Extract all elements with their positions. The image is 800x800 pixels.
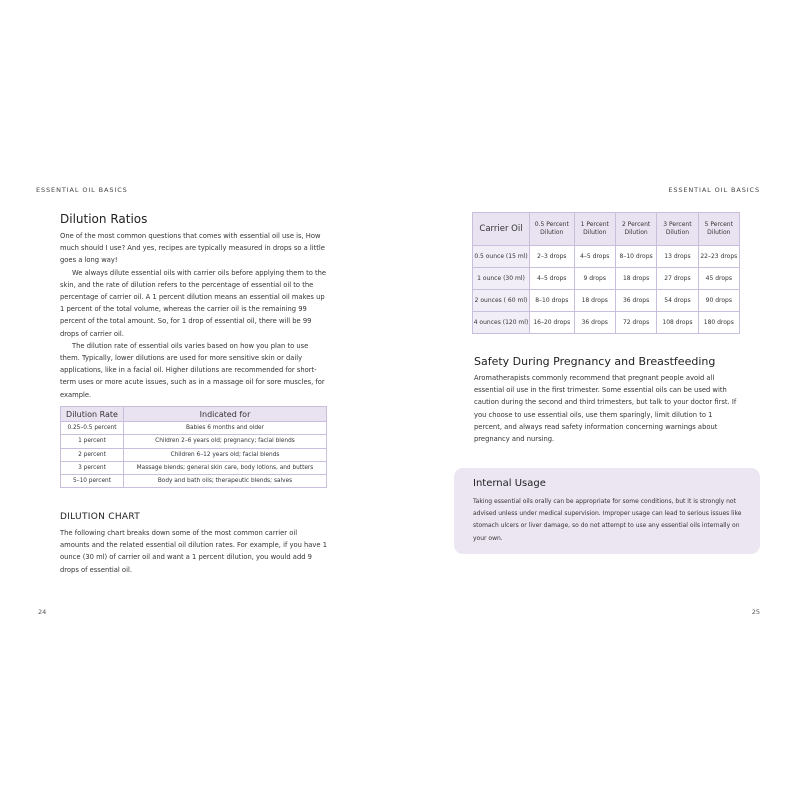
table-row (473, 290, 740, 312)
table-cell: 108 drops (657, 312, 698, 334)
table-cell: 4–5 drops (530, 268, 575, 290)
column-header: 5 Percent Dilution (698, 213, 739, 246)
paragraph: One of the most common questions that comes with essential oil use is, How much should I use? And yes, recipes are typically measured in drops so a little goes a long way! (60, 232, 325, 265)
table-cell: Children 2–6 years old; pregnancy; facial blends (124, 435, 327, 448)
table-cell: 22–23 drops (698, 246, 739, 268)
dilution-ratios-text (60, 230, 328, 401)
table-row (61, 475, 327, 488)
column-header: 1 Percent Dilution (574, 213, 615, 246)
table-row (61, 435, 327, 448)
table-cell: 16–20 drops (530, 312, 575, 334)
table-cell: 36 drops (615, 290, 656, 312)
table-cell: 9 drops (574, 268, 615, 290)
table-row (473, 312, 740, 334)
paragraph: The dilution rate of essential oils varies based on how you plan to use them. Typically, lower dilutions are used for more sensitive skin or daily applications, like in a facial oil. Higher dilutions are recommended for short-term uses or more acute issues, such as in a massage oil for sore muscles, for example. (60, 341, 325, 399)
table-cell: 72 drops (615, 312, 656, 334)
internal-usage-title: Internal Usage (473, 478, 546, 489)
table-row (473, 246, 740, 268)
internal-usage-text: Taking essential oils orally can be appropriate for some conditions, but it is strongly not advised unless under medical supervision. Improper usage can lead to serious issues like stomach ulcers or liver damage, so do not attempt to use any essential oils internally on your own. (473, 498, 742, 542)
table-cell: 0.5 ounce (15 ml) (473, 246, 530, 268)
table-cell: 2 percent (61, 448, 124, 461)
running-header-right: ESSENTIAL OIL BASICS (668, 186, 760, 194)
table-cell: 2–3 drops (530, 246, 575, 268)
table-cell: 1 ounce (30 ml) (473, 268, 530, 290)
table-row (61, 448, 327, 461)
table-cell: Children 6–12 years old; facial blends (124, 448, 327, 461)
table-cell: 13 drops (657, 246, 698, 268)
internal-usage-callout (454, 468, 760, 554)
table-cell: 18 drops (615, 268, 656, 290)
table-cell: Babies 6 months and older (124, 422, 327, 435)
table-cell: 8–10 drops (530, 290, 575, 312)
table-cell: 3 percent (61, 461, 124, 474)
table-cell: Body and bath oils; therapeutic blends; salves (124, 475, 327, 488)
dilution-ratios-title: Dilution Ratios (60, 212, 148, 226)
column-header: Dilution Rate (61, 407, 124, 422)
table-cell: 45 drops (698, 268, 739, 290)
table-cell: 18 drops (574, 290, 615, 312)
table-row (473, 268, 740, 290)
table-header-row (61, 407, 327, 422)
column-header: 0.5 Percent Dilution (530, 213, 575, 246)
table-cell: 0.25–0.5 percent (61, 422, 124, 435)
table-cell: 36 drops (574, 312, 615, 334)
pregnancy-safety-text (474, 372, 742, 445)
dilution-rate-table (60, 406, 327, 488)
table-cell: 5–10 percent (61, 475, 124, 488)
table-cell: 4–5 drops (574, 246, 615, 268)
running-header-left: ESSENTIAL OIL BASICS (36, 186, 128, 194)
pregnancy-safety-title: Safety During Pregnancy and Breastfeeding (474, 355, 716, 368)
table-cell: 8–10 drops (615, 246, 656, 268)
table-header-row (473, 213, 740, 246)
table-cell: 180 drops (698, 312, 739, 334)
dilution-chart-text (60, 527, 328, 576)
dilution-chart-heading: DILUTION CHART (60, 512, 141, 522)
table-cell: 90 drops (698, 290, 739, 312)
column-header: 3 Percent Dilution (657, 213, 698, 246)
table-cell: 27 drops (657, 268, 698, 290)
column-header: Indicated for (124, 407, 327, 422)
table-cell: 4 ounces (120 ml) (473, 312, 530, 334)
paragraph: Aromatherapists commonly recommend that pregnant people avoid all essential oil use in the first trimester. Some essential oils can be used with caution during the second and third trimesters, but talk to your doctor first. If you choose to use essential oils, use them sparingly, limit dilution to 1 percent, and always read safety information concerning warnings about pregnancy and nursing. (474, 374, 737, 444)
dilution-chart-table (472, 212, 740, 334)
table-row (61, 461, 327, 474)
table-cell: Massage blends; general skin care, body lotions, and butters (124, 461, 327, 474)
table-cell: 2 ounces ( 60 ml) (473, 290, 530, 312)
page-number-right: 25 (751, 608, 760, 616)
table-cell: 1 percent (61, 435, 124, 448)
paragraph: We always dilute essential oils with carrier oils before applying them to the skin, and the rate of dilution refers to the percentage of essential oil to the percentage of carrier oil. A 1 percent dilution means an essential oil makes up 1 percent of the total volume, whereas the carrier oil is the remaining 99 percent of the total amount. So, for 1 drop of essential oil, there will be 99 drops of carrier oil. (60, 268, 327, 338)
column-header: Carrier Oil (473, 213, 530, 246)
table-row (61, 422, 327, 435)
page-number-left: 24 (38, 608, 47, 616)
paragraph: The following chart breaks down some of the most common carrier oil amounts and the related essential oil dilution rates. For example, if you have 1 ounce (30 ml) of carrier oil and want a 1 percent dilution, you would add 9 drops of essential oil. (60, 529, 328, 574)
table-cell: 54 drops (657, 290, 698, 312)
column-header: 2 Percent Dilution (615, 213, 656, 246)
